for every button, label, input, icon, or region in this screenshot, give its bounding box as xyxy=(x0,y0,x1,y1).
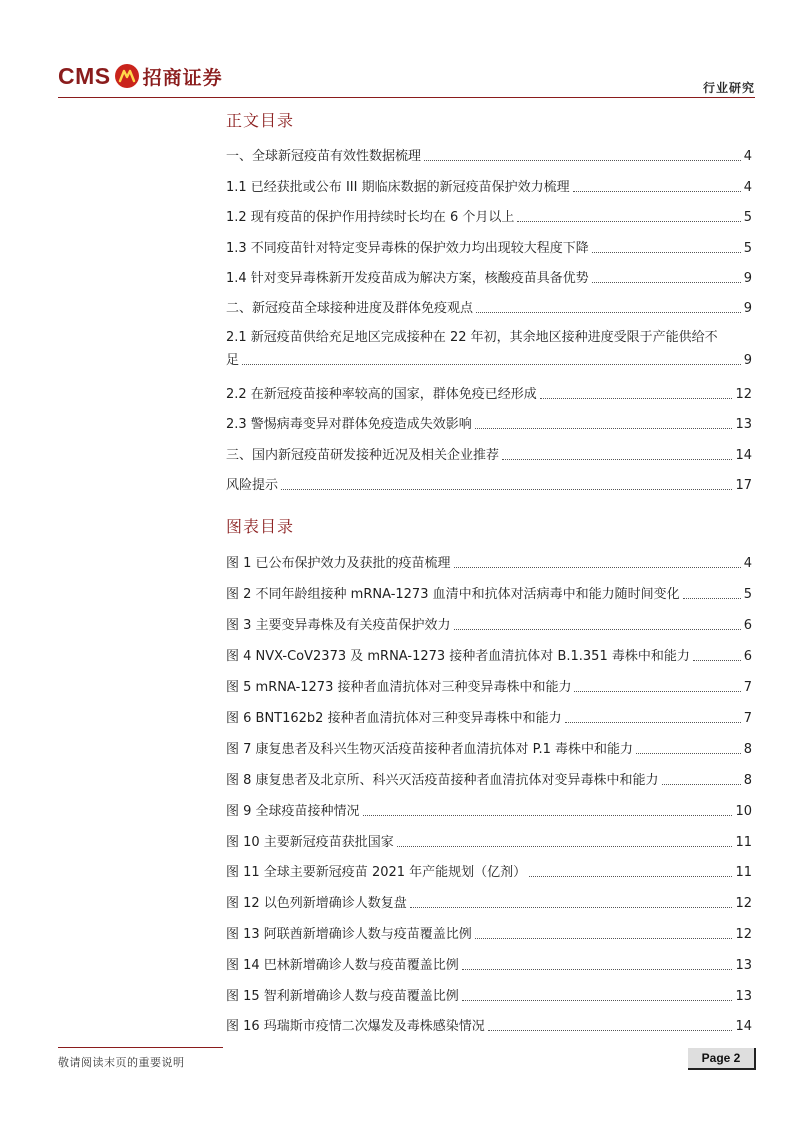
report-category-label: 行业研究 xyxy=(702,81,755,95)
figure-entry[interactable] xyxy=(226,986,752,1006)
toc-entry-text: 2.1 新冠疫苗供给充足地区完成接种在 22 年初，其余地区接种进度受限于产能供给不 xyxy=(226,330,718,345)
figure-entry[interactable] xyxy=(226,739,752,759)
toc-entry-text: 2.2 在新冠疫苗接种率较高的国家，群体免疫已经形成 xyxy=(226,387,537,402)
figure-entry-page: 12 xyxy=(735,927,752,942)
toc-entry-text: 2.3 警惕病毒变异对群体免疫造成失效影响 xyxy=(226,417,472,432)
figure-entry-page: 14 xyxy=(735,1019,752,1034)
figure-entry-text: 图 7 康复患者及科兴生物灭活疫苗接种者血清抗体对 P.1 毒株中和能力 xyxy=(226,742,634,757)
toc-leader-dots xyxy=(592,282,741,283)
figure-entry-text: 图 5 mRNA-1273 接种者血清抗体对三种变异毒株中和能力 xyxy=(226,680,572,695)
toc-leader-dots xyxy=(475,938,733,939)
toc-entry-page: 13 xyxy=(735,417,752,432)
toc-entry-page: 14 xyxy=(735,448,752,463)
toc-entry-page: 9 xyxy=(743,271,752,286)
toc-entry-text: 1.3 不同疫苗针对特定变异毒株的保护效力均出现较大程度下降 xyxy=(226,241,589,256)
toc-entry[interactable] xyxy=(226,177,752,197)
toc-leader-dots xyxy=(454,629,741,630)
figure-entry-page: 10 xyxy=(735,804,752,819)
figure-entry-text: 图 3 主要变异毒株及有关疫苗保护效力 xyxy=(226,618,451,633)
toc-entry[interactable] xyxy=(226,268,752,288)
toc-entry[interactable] xyxy=(226,298,752,318)
figure-entry-page: 11 xyxy=(735,835,752,850)
figure-entry[interactable] xyxy=(226,677,752,697)
toc-leader-dots xyxy=(592,252,741,253)
toc-entry-text: 三、国内新冠疫苗研发接种近况及相关企业推荐 xyxy=(226,448,500,463)
toc-leader-dots xyxy=(683,598,741,599)
figure-entry[interactable] xyxy=(226,584,752,604)
toc-entry[interactable] xyxy=(226,207,752,227)
toc-leader-dots xyxy=(281,489,732,490)
toc-entry[interactable] xyxy=(226,238,752,258)
figure-entry-text: 图 16 玛瑞斯市疫情二次爆发及毒株感染情况 xyxy=(226,1019,485,1034)
figure-entry-text: 图 6 BNT162b2 接种者血清抗体对三种变异毒株中和能力 xyxy=(226,711,562,726)
figure-entry[interactable] xyxy=(226,708,752,728)
toc-entry-text: 1.4 针对变异毒株新开发疫苗成为解决方案，核酸疫苗具备优势 xyxy=(226,271,589,286)
toc-entry-page: 17 xyxy=(735,478,752,493)
figure-entry[interactable] xyxy=(226,1016,752,1036)
figure-entry[interactable] xyxy=(226,553,752,573)
toc-entry-page: 9 xyxy=(743,301,752,316)
logo-company-name: 招商证券 xyxy=(142,66,223,89)
toc-entry-page: 4 xyxy=(743,149,752,164)
toc-leader-dots xyxy=(517,221,740,222)
toc-leader-dots xyxy=(424,160,741,161)
figure-entry-text: 图 13 阿联酋新增确诊人数与疫苗覆盖比例 xyxy=(226,927,472,942)
toc-leader-dots xyxy=(693,660,741,661)
figure-entry-text: 图 10 主要新冠疫苗获批国家 xyxy=(226,835,394,850)
toc-entry[interactable] xyxy=(226,445,752,465)
toc-leader-dots xyxy=(502,459,732,460)
toc-leader-dots xyxy=(462,1000,733,1001)
toc-entry[interactable] xyxy=(226,414,752,434)
figure-entry[interactable] xyxy=(226,832,752,852)
toc-entry-text: 1.1 已经获批或公布 III 期临床数据的新冠疫苗保护效力梳理 xyxy=(226,180,570,195)
toc-leader-dots xyxy=(397,846,733,847)
toc-entry[interactable] xyxy=(226,475,752,495)
figure-entry[interactable] xyxy=(226,615,752,635)
toc-leader-dots xyxy=(540,398,733,399)
toc-leader-dots xyxy=(475,428,733,429)
cms-logo xyxy=(58,58,223,94)
toc-entry[interactable] xyxy=(226,328,752,370)
toc-leader-dots xyxy=(573,191,741,192)
toc-leader-dots xyxy=(242,364,741,365)
figure-entry-page: 13 xyxy=(735,958,752,973)
toc-leader-dots xyxy=(462,969,733,970)
figure-entry-page: 6 xyxy=(743,618,752,633)
figure-entry-page: 6 xyxy=(743,649,752,664)
toc-leader-dots xyxy=(410,907,733,908)
toc-entry-text: 一、全球新冠疫苗有效性数据梳理 xyxy=(226,149,422,164)
figure-entry[interactable] xyxy=(226,955,752,975)
figure-entry-text: 图 9 全球疫苗接种情况 xyxy=(226,804,360,819)
toc-entry-text: 风险提示 xyxy=(226,478,279,493)
toc-entry[interactable] xyxy=(226,146,752,166)
figure-entry[interactable] xyxy=(226,862,752,882)
figure-entry-text: 图 12 以色列新增确诊人数复盘 xyxy=(226,896,407,911)
toc-leader-dots xyxy=(636,753,741,754)
toc-leader-dots xyxy=(574,691,740,692)
header-divider xyxy=(58,97,755,98)
figure-entry[interactable] xyxy=(226,893,752,913)
figure-entry-text: 图 15 智利新增确诊人数与疫苗覆盖比例 xyxy=(226,989,459,1004)
toc-leader-dots xyxy=(476,312,741,313)
logo-text: CMS xyxy=(58,62,111,89)
page-number: Page 2 xyxy=(688,1048,756,1070)
figure-entry-page: 7 xyxy=(743,711,752,726)
toc-leader-dots xyxy=(565,722,741,723)
figure-entry-text: 图 14 巴林新增确诊人数与疫苗覆盖比例 xyxy=(226,958,459,973)
toc-entry[interactable] xyxy=(226,384,752,404)
toc-leader-dots xyxy=(363,815,733,816)
figure-entry-page: 12 xyxy=(735,896,752,911)
logo-mark-icon xyxy=(114,63,140,89)
toc-entry-text-continued: 足 xyxy=(226,353,240,368)
figure-entry-text: 图 1 已公布保护效力及获批的疫苗梳理 xyxy=(226,556,451,571)
figure-entry-page: 5 xyxy=(743,587,752,602)
figure-entry-text: 图 8 康复患者及北京所、科兴灭活疫苗接种者血清抗体对变异毒株中和能力 xyxy=(226,773,659,788)
figure-entry-page: 11 xyxy=(735,865,752,880)
figure-entry[interactable] xyxy=(226,924,752,944)
figure-entry-text: 图 11 全球主要新冠疫苗 2021 年产能规划（亿剂） xyxy=(226,865,527,880)
toc-leader-dots xyxy=(454,567,741,568)
toc-title: 正文目录 xyxy=(226,111,295,130)
figures-title: 图表目录 xyxy=(226,517,295,536)
figure-entry-page: 8 xyxy=(743,773,752,788)
figure-entry-page: 13 xyxy=(735,989,752,1004)
figure-entry-text: 图 4 NVX-CoV2373 及 mRNA-1273 接种者血清抗体对 B.1.351 毒株中和能力 xyxy=(226,649,690,664)
figure-entry[interactable] xyxy=(226,646,752,666)
page-header xyxy=(0,0,793,100)
toc-leader-dots xyxy=(529,876,732,877)
toc-leader-dots xyxy=(488,1030,733,1031)
toc-entry-page: 5 xyxy=(743,210,752,225)
footer-divider xyxy=(58,1047,223,1048)
figure-entry[interactable] xyxy=(226,801,752,821)
toc-entry-page: 12 xyxy=(735,387,752,402)
toc-entry-page: 5 xyxy=(743,241,752,256)
figure-entry-text: 图 2 不同年龄组接种 mRNA-1273 血清中和抗体对活病毒中和能力随时间变化 xyxy=(226,587,680,602)
toc-entry-page: 4 xyxy=(743,180,752,195)
footer-notice: 敬请阅读末页的重要说明 xyxy=(58,1056,185,1069)
toc-entry-text: 1.2 现有疫苗的保护作用持续时长均在 6 个月以上 xyxy=(226,210,515,225)
toc-leader-dots xyxy=(662,784,741,785)
figure-entry-page: 7 xyxy=(743,680,752,695)
toc-entry-page: 9 xyxy=(743,353,752,368)
figure-entry-page: 4 xyxy=(743,556,752,571)
figure-entry[interactable] xyxy=(226,770,752,790)
toc-entry-text: 二、新冠疫苗全球接种进度及群体免疫观点 xyxy=(226,301,474,316)
figure-entry-page: 8 xyxy=(743,742,752,757)
